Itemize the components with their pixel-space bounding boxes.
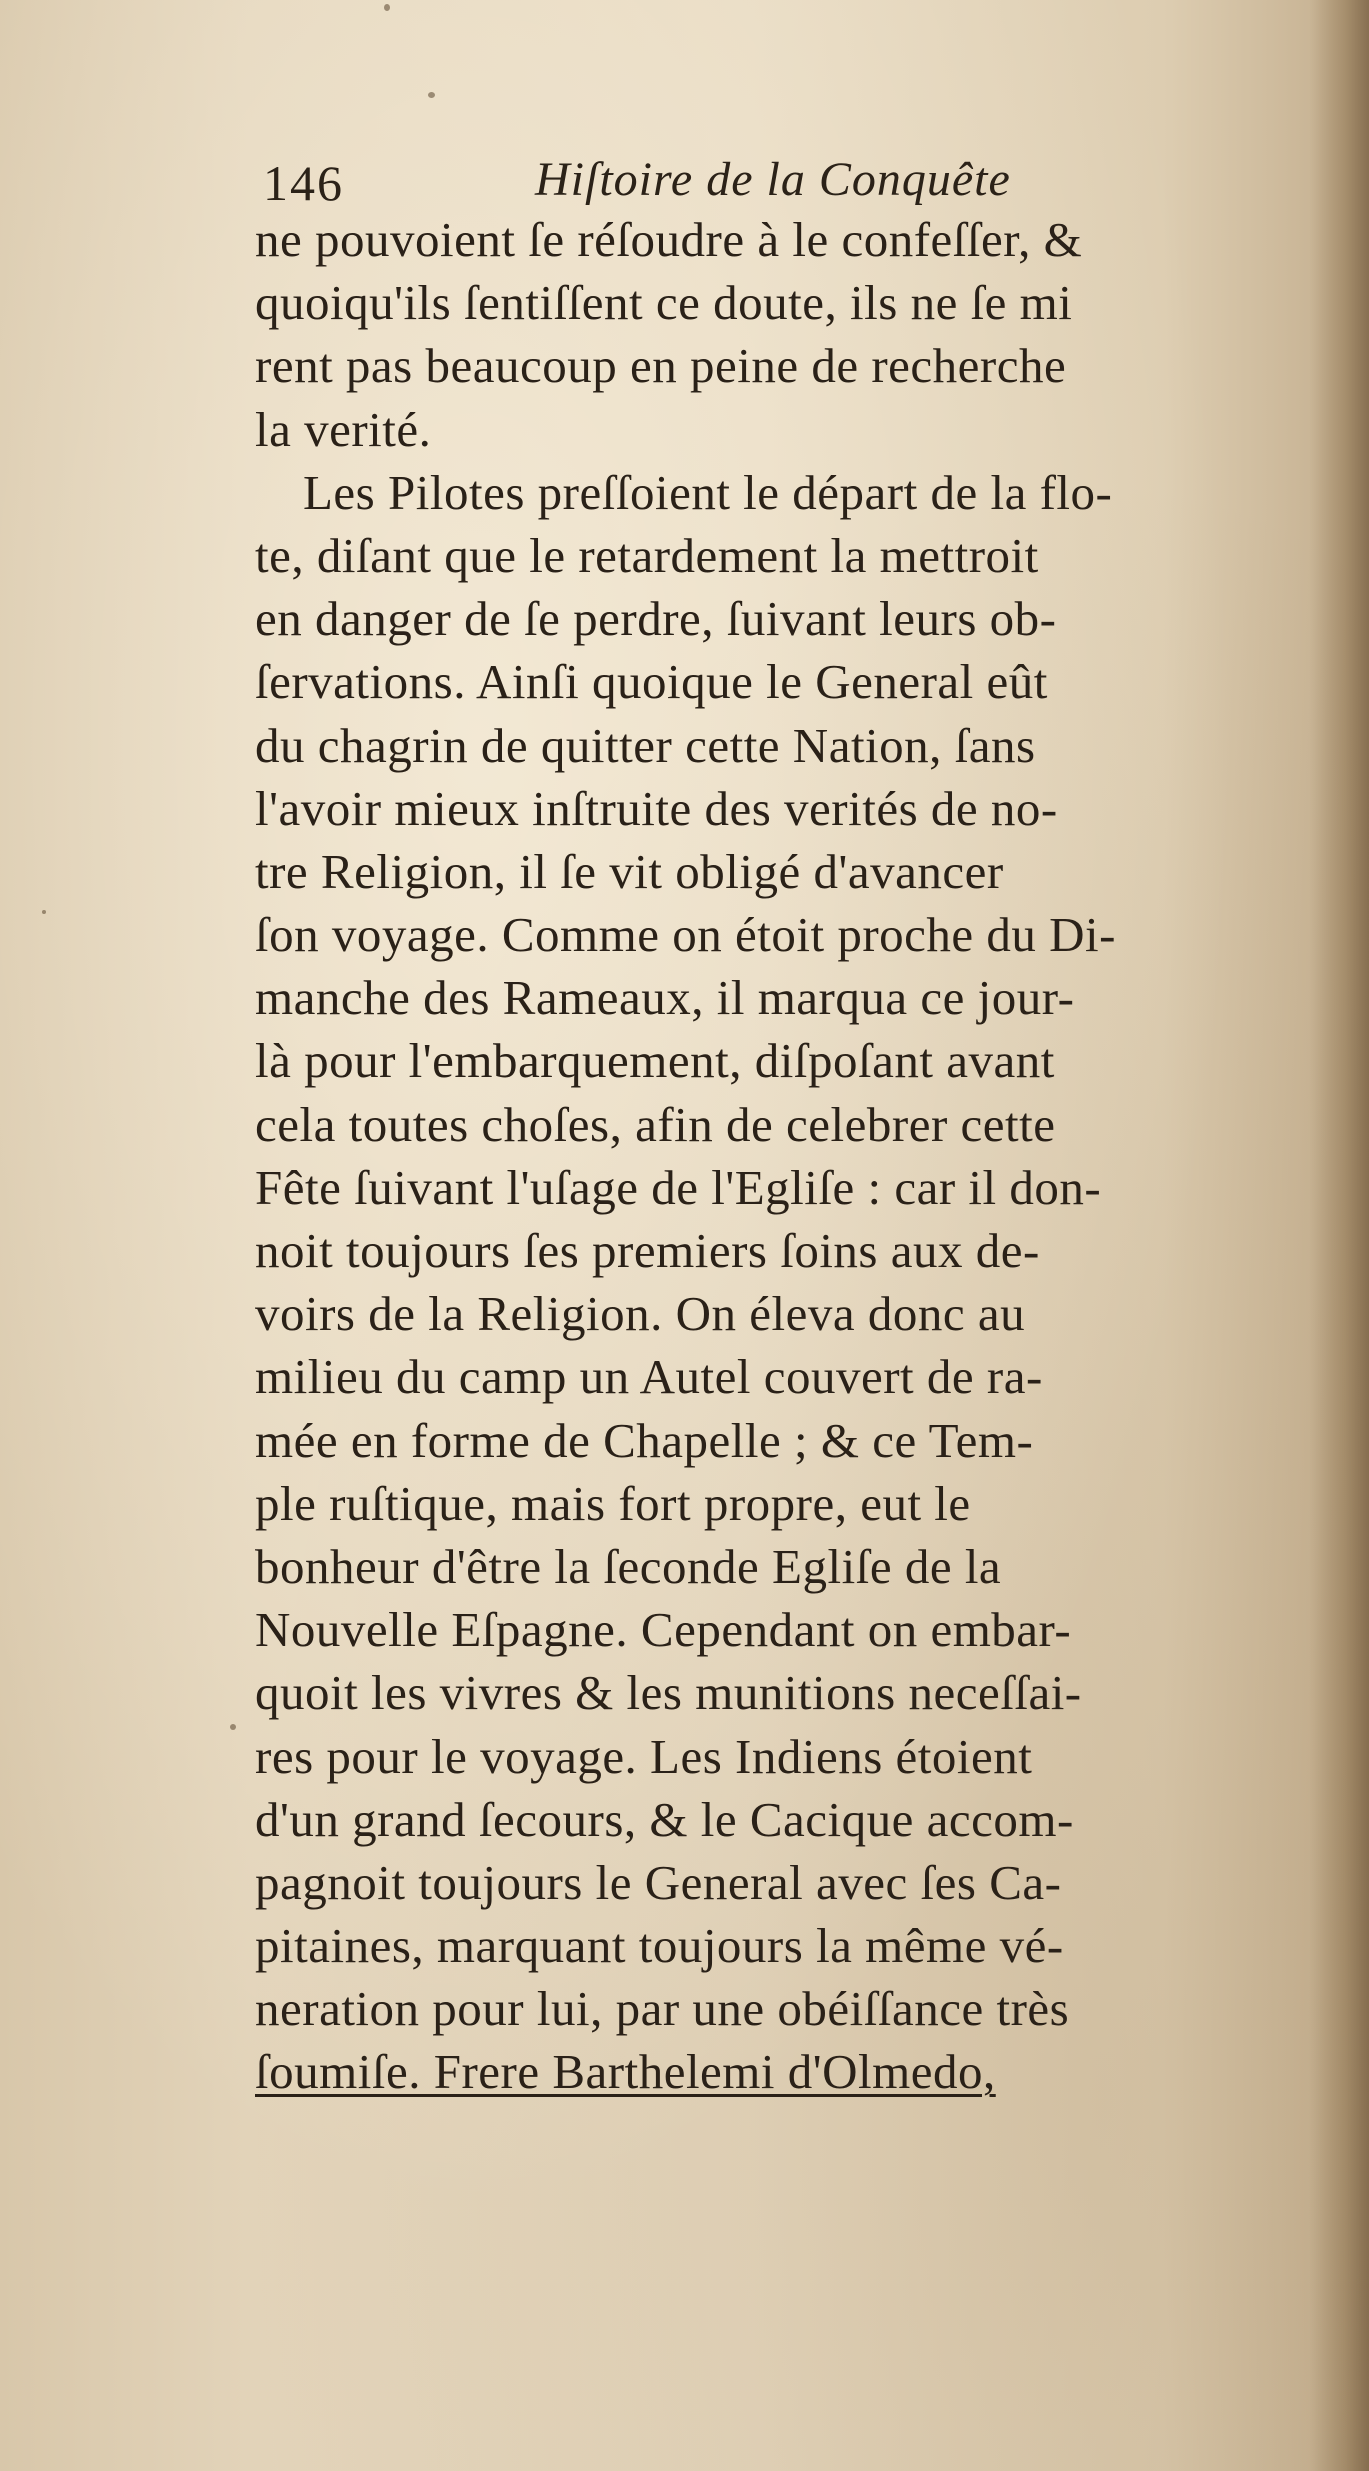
running-title: Hiſtoire de la Conquête [535, 153, 1011, 206]
text-line: tre Religion, il ſe vit obligé d'avancer [255, 843, 1004, 899]
paper-speck [428, 92, 435, 98]
text-line: cela toutes choſes, afin de celebrer cette [255, 1096, 1056, 1152]
text-line: voirs de la Religion. On éleva donc au [255, 1286, 1026, 1342]
text-line: res pour le voyage. Les Indiens étoient [255, 1728, 1033, 1784]
text-line: d'un grand ſecours, & le Cacique accom- [255, 1791, 1074, 1847]
text-line: pitaines, marquant toujours la même vé- [255, 1918, 1064, 1974]
paper-speck [230, 1724, 236, 1730]
text-line: là pour l'embarquement, diſpoſant avant [255, 1033, 1055, 1089]
text-line: milieu du camp un Autel couvert de ra- [255, 1349, 1043, 1405]
paper-speck [384, 4, 390, 11]
text-line: pagnoit toujours le General avec ſes Ca- [255, 1854, 1062, 1910]
text-line: rent pas beaucoup en peine de recherche [255, 338, 1067, 394]
text-line: en danger de ſe perdre, ſuivant leurs ob- [255, 591, 1057, 647]
page-number: 146 [263, 155, 344, 211]
text-line: ſon voyage. Comme on étoit proche du Di- [255, 907, 1116, 963]
text-line: Nouvelle Eſpagne. Cependant on embar- [255, 1602, 1072, 1658]
text-line: Les Pilotes preſſoient le départ de la flo- [303, 464, 1113, 520]
text-line: bonheur d'être la ſeconde Egliſe de la [255, 1538, 1002, 1594]
text-line: quoit les vivres & les munitions neceſſai- [255, 1665, 1082, 1721]
text-line: ple ruſtique, mais fort propre, eut le [255, 1475, 971, 1531]
text-line: l'avoir mieux inſtruite des verités de no- [255, 780, 1058, 836]
text-line: noit toujours ſes premiers ſoins aux de- [255, 1223, 1040, 1278]
text-line: du chagrin de quitter cette Nation, ſans [255, 717, 1036, 773]
paper-speck [42, 910, 46, 914]
text-line: ſervations. Ainſi quoique le General eût [255, 654, 1048, 710]
text-line: mée en forme de Chapelle ; & ce Tem- [255, 1412, 1034, 1468]
text-line: ne pouvoient ſe réſoudre à le confeſſer, & [255, 212, 1083, 267]
text-line: la verité. [255, 401, 432, 457]
text-line: Fête ſuivant l'uſage de l'Egliſe : car il don- [255, 1159, 1102, 1215]
page-gutter-shadow [1309, 0, 1369, 2471]
text-line: quoiqu'ils ſentiſſent ce doute, ils ne ſe mi [255, 275, 1073, 331]
text-line: neration pour lui, par une obéiſſance très [255, 1981, 1070, 2037]
text-line: ſoumiſe. Frere Barthelemi d'Olmedo, [255, 2044, 996, 2100]
body-text [255, 208, 1315, 2104]
text-line: te, diſant que le retardement la mettroit [255, 527, 1039, 583]
text-line: manche des Rameaux, il marqua ce jour- [255, 970, 1075, 1026]
